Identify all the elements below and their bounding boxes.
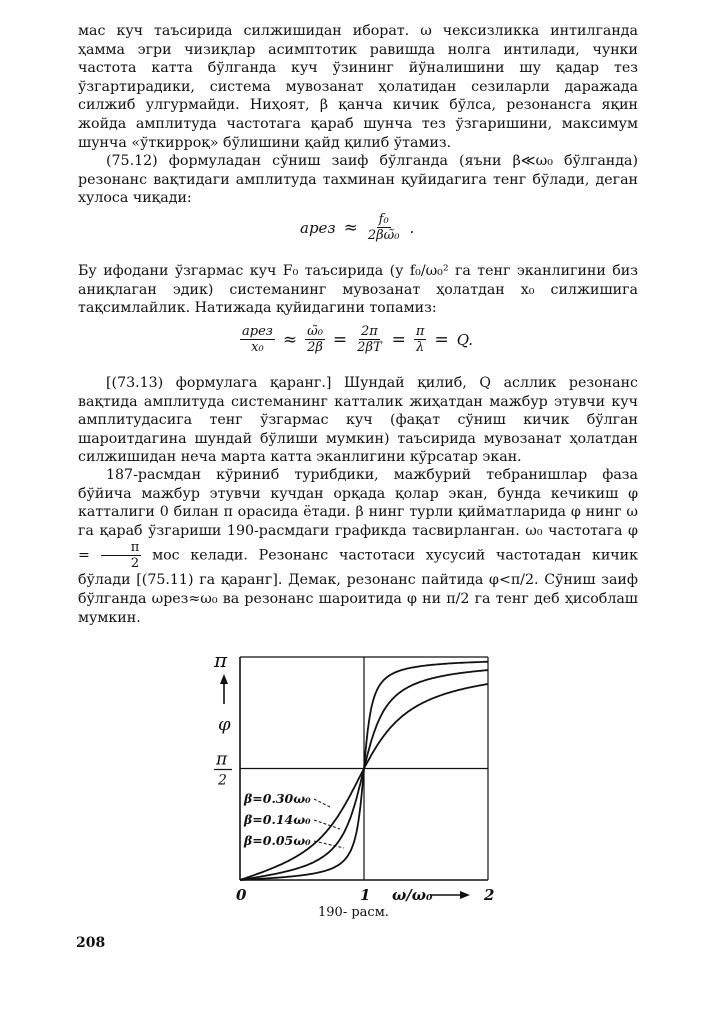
paragraph-4: [(73.13) формулага қаранг.] Шундай қилиб, Q асллик резонанс вақтида амплитуда системанинг катталик жиҳатдан мажбур этувчи куч амплитудасига тенг ўзгармас куч (фақат сўниш кичик бўлган шароитдагина шундай бўлиши мумкин) таъсирида мувозанат ҳолатдан силжишидан неча марта катта эканлигини кўрсатар экан. [78, 375, 638, 466]
formula2-f1-num: ω̃₀ [307, 324, 323, 339]
formula1-num: f₀ [378, 212, 389, 227]
formula1-end: . [409, 218, 415, 237]
chart-labels [213, 648, 494, 904]
formula1-den: 2βω̃₀ [367, 228, 400, 243]
legend-leader-1 [314, 820, 340, 829]
y-tick-half-den: 2 [218, 772, 227, 789]
legend-label-1: β=0.14ω₀ [244, 812, 311, 827]
formula1-lhs: aрез [300, 218, 336, 237]
legend-leader-0 [314, 799, 332, 808]
legend-leader-2 [314, 841, 344, 848]
formula1-op: ≈ [343, 217, 358, 238]
x-axis-label: ω/ω₀ [392, 886, 433, 904]
formula2-op2: = [332, 329, 348, 350]
formula2-f3-num: π [415, 324, 425, 339]
y-axis-arrow-head [220, 674, 228, 684]
formula2-lhs-num: aрез [242, 324, 273, 339]
paragraph-5-part-a: 187-расмдан кўриниб турибдики, мажбурий тебранишлар фаза бўйича мажбур этувчи кучдан орқада қолар экан, бунда кечикиш φ катталиги 0 билан π орасида ётади. β нинг турли қийматларида φ нинг ω га қараб ўзгариши 190-расмдаги графикда тасвирланган. ω₀ частотага φ = [78, 467, 638, 564]
formula2-f2-den: 2βT [357, 340, 382, 355]
legend-label-0: β=0.30ω₀ [244, 791, 311, 806]
page-number: 208 [76, 935, 106, 951]
y-tick-pi: π [214, 648, 228, 672]
x-tick-1: 1 [360, 886, 371, 904]
formula2-lhs-den: x₀ [251, 340, 264, 355]
x-tick-0: 0 [236, 886, 247, 904]
inline-frac-num: π [101, 540, 142, 556]
formula2-f1-den: 2β [307, 340, 323, 355]
paragraph-2: (75.12) формуладан сўниш заиф бўлганда (яъни β≪ω₀ бўлганда) резонанс вақтидаги амплитуда тахминан қуйидагига тенг бўлади, деган хулоса чиқади: [78, 153, 638, 207]
figure-caption: 190- расм. [318, 905, 389, 920]
paragraph-3: Бу ифодани ўзгармас куч F₀ таъсирида (у f₀/ω₀² га тенг эканлигини биз аниқлаган эдик) системанинг мувозанат ҳолатдан x₀ силжишига тақсимлайлик. Натижада қуйидагини топамиз: [78, 263, 638, 317]
paragraph-1: мас куч таъсирида силжишидан иборат. ω чексизликка интилганда ҳамма эгри чизиқлар асимптотик равишда нолга интилади, чунки частота катта бўлганда куч ўзининг йўналишини шу қадар тез ўзгартирадики, система мувозанат ҳолатидан сезиларли даражада силжиб улгурмайди. Ниҳоят, β қанча кичик бўлса, резонансга яқин жойда амплитуда частотага қараб шунча тез ўзгаришини, максимум шунча «ўткирроқ» бўлишини қайд қилиб ўтамиз. [78, 23, 638, 151]
x-tick-2: 2 [484, 886, 495, 904]
paragraph-5-part-b: мос келади. Резонанс частотаси хусусий частотадан кичик бўлади [(75.11) га қаранг]. Демак, резонанс пайтида φ<π/2. Сўниш заиф бўлганда ωрез≈ω₀ ва резонанс шароитида φ ни π/2 га тенг деб ҳисоблаш мумкин. [78, 547, 639, 626]
x-axis-arrow-head [460, 891, 470, 899]
formula2-op3: = [391, 329, 406, 350]
formula2-op1: ≈ [282, 329, 298, 350]
y-axis-label: φ [218, 714, 231, 735]
formula2-op4: = [434, 329, 449, 350]
legend-label-2: β=0.05ω₀ [244, 833, 311, 848]
inline-frac-den: 2 [130, 556, 140, 572]
formula2-rhs: Q. [456, 330, 474, 349]
y-tick-half-num: π [216, 749, 228, 770]
formula2-f3-den: λ [416, 340, 425, 355]
formula2-f2-num: 2π [360, 324, 378, 339]
